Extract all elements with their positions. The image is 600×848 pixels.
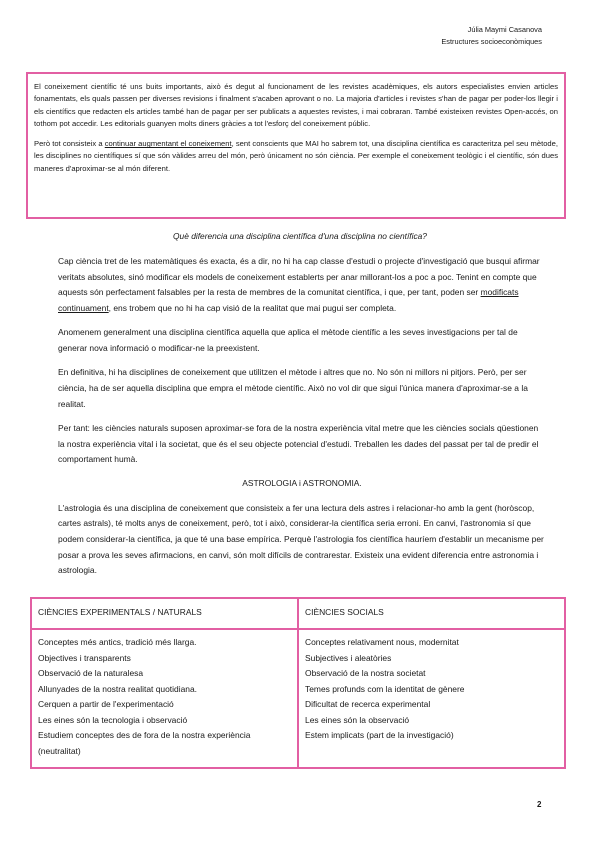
page-number: 2	[537, 800, 542, 809]
list-item: Subjectives i aleatòries	[305, 652, 392, 663]
social-sciences-cell	[298, 629, 565, 768]
author-name: Júlia Maymi Casanova	[467, 25, 542, 34]
list-item: Observació de la naturalesa	[38, 668, 144, 678]
list-item: Dificultat de recerca experimental	[305, 699, 431, 709]
body-paragraph-4: Per tant: les ciències naturals suposen aproximar-se fora de la nostra experiència vital metre que les ciències socials qüestionen la nostra experiència vital i la societat, que és el seu objecte potencial d'estudi. Treballen les dades del passat per tal de predir el comportament humà.	[58, 422, 539, 465]
list-item: Allunyades de la nostra realitat quotidiana.	[38, 683, 198, 694]
section-question: Què diferencia una disciplina científica d'una disciplina no científica?	[173, 231, 427, 241]
column-header-social-sciences: CIÈNCIES SOCIALS	[298, 598, 565, 629]
body-paragraph-3: En definitiva, hi ha disciplines de coneixement que utilitzen el mètode i altres que no. No són ni millors ni pitjors. Però, per ser ciència, ha de ser aquella disciplina que empra el mètode científic. Això no vol dir que sigui l'única manera d'aproximar-se a la realitat.	[58, 367, 528, 409]
body-p1-before: Cap ciència tret de les matemàtiques és exacta, és a dir, no hi ha cap classe d'estudi o projecte d'investigació que busqui afirmar veritats absolutes, sinó modificar els models de coneixement establerts per anar millorant-los a poc a poc. Tenint en compte que aquests són perfectament falsables per la resta de membres de la comunitat científica, i que, per tant, poden ser	[58, 256, 540, 298]
main-body	[58, 254, 546, 588]
body-paragraph-2: Anomenem generalment una disciplina científica aquella que aplica el mètode científic a les seves investigacions per tal de generar nova informació o modificar-ne la preexistent.	[58, 327, 518, 354]
course-name: Estructures socioeconòmiques	[441, 37, 542, 46]
list-item: Les eines són la tecnologia i observació	[38, 714, 188, 725]
natural-sciences-cell	[31, 629, 298, 768]
list-item: Conceptes més antics, tradició més llarga.	[38, 637, 197, 647]
intro-p2-after: , sent conscients que MAI ho sabrem tot, una disciplina científica es caracteritza pel seu mètode, les disciplines no científiques sí que són vàlides arreu del món, però únicament no són ciència. Per exemple el coneixement teològic i el científic, són dues maneres d'aproximar-se al món diferent.	[34, 139, 558, 173]
list-item: Temes profunds com la identitat de gènere	[305, 683, 465, 694]
body-p1-after: , ens trobem que no hi ha cap visió de la realitat que mai pugui ser completa.	[108, 303, 397, 314]
list-item: Estem implicats (part de la investigació)	[305, 730, 454, 740]
underlined-phrase: continuar augmentant el coneixement	[104, 139, 232, 149]
social-sciences-list	[305, 635, 558, 744]
table-header-row	[31, 598, 565, 629]
intro-p2-before: Però tot consisteix a	[34, 139, 105, 149]
column-header-natural-sciences: CIÈNCIES EXPERIMENTALS / NATURALS	[31, 598, 298, 629]
list-item: Les eines són la observació	[305, 714, 410, 725]
intro-box	[26, 72, 566, 219]
underlined-phrase: modificats continuament	[58, 287, 519, 314]
comparison-table	[30, 597, 566, 769]
body-paragraph-1	[58, 254, 546, 317]
astrology-paragraph: L'astrologia és una disciplina de coneixement que consisteix a fer una lectura dels astres i relacionar-ho amb la gent (horòscop, cartes astrals), té molts anys de coneixement, però, tot i això, considerar-la científica seria erroni. En canvi, l'astronomia sí que podem considerar-la científica, ja que té una base empírica. Perquè l'astrologia fos científica hauríem d'establir un mecanisme per posar a prova les seves afirmacions, en canvi, són molt difícils de contrarestar. Existeix una evident diferencia entre astronomia i astrologia.	[58, 502, 544, 576]
astrology-heading: ASTROLOGIA i ASTRONOMIA.	[242, 478, 362, 489]
list-item: Estudiem conceptes des de fora de la nostra experiència (neutralitat)	[38, 730, 251, 756]
natural-sciences-list	[38, 635, 291, 759]
intro-paragraph-2	[34, 138, 558, 175]
table-body-row	[31, 629, 565, 768]
list-item: Cerquen a partir de l'experimentació	[38, 699, 174, 709]
page-header	[441, 24, 542, 48]
intro-paragraph-1: El coneixement científic té uns buits importants, això és degut al funcionament de les revistes acadèmiques, els autors especialistes envien articles fonamentats, els quals passen per diverses revisions i finalment s'acaben aprovant o no. La majoria d'articles i revistes s'han de pagar per poder-los llegir i els científics que redacten els articles també han de pagar per ser publicats a aquestes revistes, i mai cobraran. També existeixen revistes Open-accés, on tothom pot accedir. Les editorials guanyen molts diners gràcies a tot l'esforç del coneixement públic.	[34, 82, 558, 128]
list-item: Conceptes relativament nous, modernitat	[305, 637, 459, 647]
list-item: Objectives i transparents	[38, 652, 131, 663]
list-item: Observació de la nostra societat	[305, 668, 426, 678]
